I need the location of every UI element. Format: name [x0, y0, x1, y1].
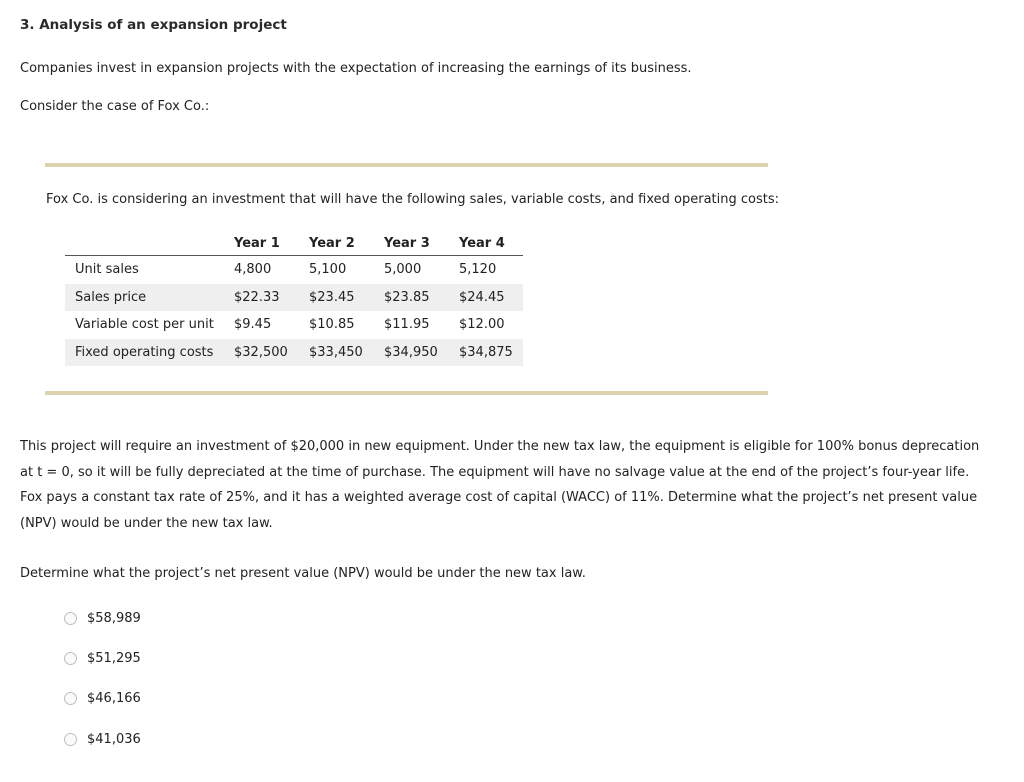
panel-bottom-divider: [45, 391, 768, 395]
answer-label: $58,989: [87, 611, 141, 626]
table-cell: 4,800: [234, 262, 272, 278]
section-title: 3. Analysis of an expansion project: [20, 17, 287, 33]
table-row: [65, 311, 523, 339]
radio-button-icon[interactable]: [64, 612, 77, 625]
table-header-row: [65, 231, 523, 256]
radio-button-icon[interactable]: [64, 652, 77, 665]
row-label: Sales price: [65, 284, 234, 312]
table-cell: 5,120: [459, 262, 497, 278]
table-cell: $10.85: [309, 317, 355, 333]
table-cell: $34,950: [384, 339, 459, 367]
radio-button-icon[interactable]: [64, 733, 77, 746]
table-cell: $11.95: [384, 317, 430, 333]
table-header-cell: [65, 231, 234, 256]
answer-option[interactable]: [64, 651, 141, 666]
table-header-cell: Year 3: [384, 231, 459, 256]
row-label: Variable cost per unit: [75, 317, 214, 333]
table-cell: $23.85: [384, 284, 459, 312]
consider-text: Consider the case of Fox Co.:: [20, 99, 210, 114]
table-row: [65, 256, 523, 284]
table-cell: $22.33: [234, 284, 309, 312]
row-label: Fixed operating costs: [65, 339, 234, 367]
row-label: Unit sales: [75, 262, 139, 278]
panel-intro-text: Fox Co. is considering an investment that will have the following sales, variable costs, and fixed operating costs:: [46, 192, 780, 207]
problem-paragraph: This project will require an investment of $20,000 in new equipment. Under the new tax law, the equipment is eligible for 100% bonus deprecation at t = 0, so it will be fully depreciated at the time of purchase. The equipment will have no salvage value at the end of the project’s four-year life. Fox pays a constant tax rate of 25%, and it has a weighted average cost of capital (WACC) of 11%. Determine what the project’s net present value (NPV) would be under the new tax law.: [20, 439, 980, 531]
table-cell: $24.45: [459, 284, 523, 312]
answer-label: $46,166: [87, 691, 141, 706]
answer-option[interactable]: [64, 611, 141, 626]
answer-option[interactable]: [64, 691, 141, 706]
table-cell: $9.45: [234, 317, 272, 333]
radio-button-icon[interactable]: [64, 692, 77, 705]
table-header-cell: Year 2: [309, 231, 384, 256]
question-text: Determine what the project’s net present value (NPV) would be under the new tax law.: [20, 566, 586, 581]
answer-label: $41,036: [87, 732, 141, 747]
table-cell: $34,875: [459, 339, 523, 367]
table-cell: 5,100: [309, 262, 347, 278]
table-header-cell: Year 4: [459, 231, 523, 256]
table-cell: $12.00: [459, 317, 505, 333]
answer-option[interactable]: [64, 732, 141, 747]
table-cell: $23.45: [309, 284, 384, 312]
panel-top-divider: [45, 163, 768, 167]
cost-table: [65, 231, 523, 366]
table-row: [65, 284, 523, 312]
table-cell: 5,000: [384, 262, 422, 278]
table-cell: $33,450: [309, 339, 384, 367]
table-header-cell: Year 1: [234, 231, 309, 256]
table-cell: $32,500: [234, 339, 309, 367]
answer-label: $51,295: [87, 651, 141, 666]
table-row: [65, 339, 523, 367]
intro-text: Companies invest in expansion projects with the expectation of increasing the earnings of its business.: [20, 61, 692, 76]
